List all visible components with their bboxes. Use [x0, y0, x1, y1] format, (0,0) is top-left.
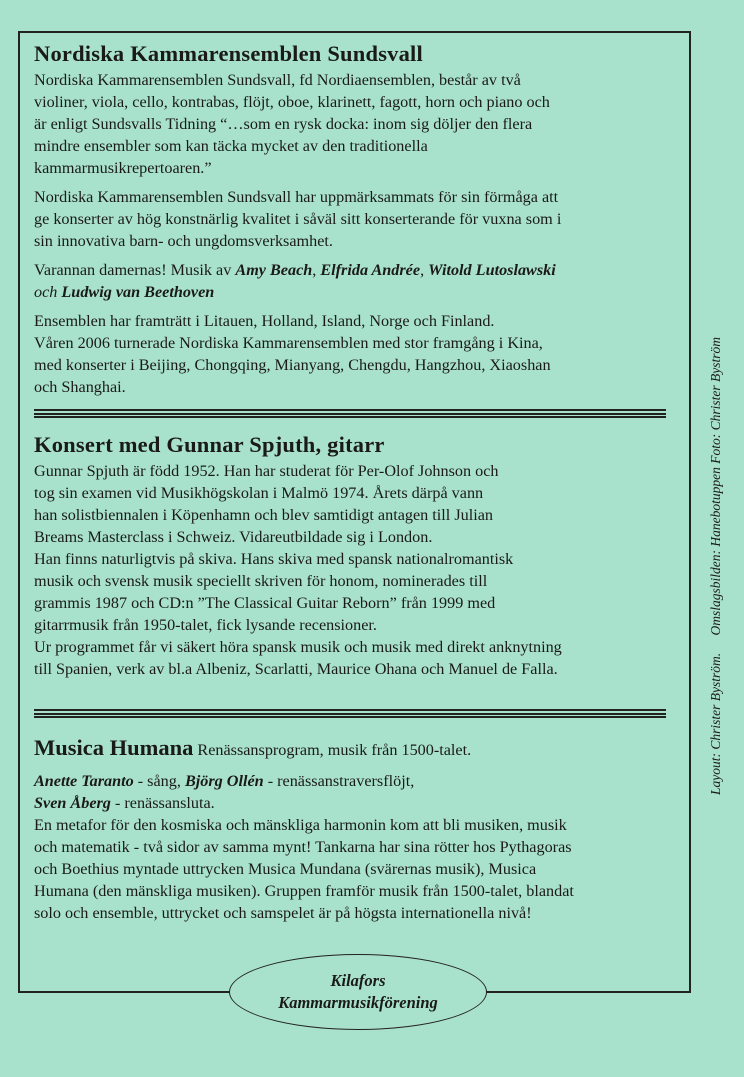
section-heading-nordiska: Nordiska Kammarensemblen Sundsvall [34, 41, 423, 66]
section-heading-musica: Musica Humana [34, 735, 194, 760]
nordiska-intro: Nordiska Kammarensemblen Sundsvall, fd Nordiaensemblen, består av två violiner, viola, cello, kontrabas, flöjt, oboe, klarinett, fagott, horn och piano och är enligt Sundsvalls Tidning “…som en rysk docka: inom sig döljer den flera mindre ensembler som kan täcka mycket av den traditionella kammarmusikrepertoaren.” [34, 71, 550, 177]
composer-name: Elfrida Andrée [320, 261, 421, 279]
section-divider [34, 409, 666, 418]
nordiska-program: Varannan damernas! Musik av Amy Beach, Elfrida Andrée, Witold Lutoslawski och Ludwig van Beethoven [34, 261, 556, 301]
composer-name: Witold Lutoslawski [428, 261, 556, 279]
musica-subheading: Renässansprogram, musik från 1500-talet. [197, 741, 472, 759]
photo-credits [708, 323, 724, 795]
organizer-line2: Kammarmusikförening [278, 993, 438, 1012]
section-heading-spjuth: Konsert med Gunnar Spjuth, gitarr [34, 432, 385, 457]
composer-name: Ludwig van Beethoven [61, 283, 215, 301]
layout-credit: Layout: Christer Byström. [708, 652, 723, 795]
organizer-line1: Kilafors [330, 971, 386, 990]
section-musica-humana [34, 733, 664, 924]
section-nordiska [34, 39, 664, 398]
spjuth-bio: Gunnar Spjuth är född 1952. Han har studerat för Per-Olof Johnson och tog sin examen vid Musikhögskolan i Malmö 1974. Årets därpå vann han solistbiennalen i Köpenhamn och blev samtidigt antagen till Julian Breams Masterclass i Schweiz. Vidareutbildade sig i London. Han finns naturligtvis på skiva. Hans skiva med spansk nationalromantisk musik och svensk musik speciellt skriven för honom, nominerades till grammis 1987 och CD:n ”The Classical Guitar Reborn” från 1999 med gitarrmusik från 1950-talet, fick lysande recensioner. Ur programmet får vi säkert höra spansk musik och musik med direkt anknytning till Spanien, verk av bl.a Albeniz, Scarlatti, Maurice Ohana och Manuel de Falla. [34, 462, 562, 678]
section-spjuth [34, 430, 664, 680]
musica-header [34, 733, 664, 766]
nordiska-reputation: Nordiska Kammarensemblen Sundsvall har uppmärksammats för sin förmåga att ge konserter av hög konstnärlig kvalitet i såväl sitt konserterande för vuxna som i sin innovativa barn- och ungdomsverksamhet. [34, 188, 562, 250]
musica-performers: Anette Taranto - sång, Björg Ollén - renässanstraversflöjt, Sven Åberg - renässansluta. En metafor för den kosmiska och mänskliga harmonin kom att bli musiken, musik och matematik - två sidor av samma mynt! Tankarna har sina rötter hos Pythagoras och Boethius myntade uttrycken Musica Mundana (svärernas musik), Musica Humana (den mänskliga musiken). Gruppen framför musik från 1500-talet, blandat solo och ensemble, uttrycket och samspelet är på högsta internationella nivå! [34, 772, 574, 922]
organizer-badge [229, 954, 487, 1030]
nordiska-touring: Ensemblen har framträtt i Litauen, Holland, Island, Norge och Finland. Våren 2006 turnerade Nordiska Kammarensemblen med stor framgång i Kina, med konserter i Beijing, Chongqing, Mianyang, Chengdu, Hangzhou, Xiaoshan och Shanghai. [34, 312, 551, 396]
section-divider [34, 709, 666, 718]
composer-name: Amy Beach [235, 261, 313, 279]
cover-credit: Omslagsbilden: Hanebotuppen Foto: Christer Byström [708, 337, 723, 636]
